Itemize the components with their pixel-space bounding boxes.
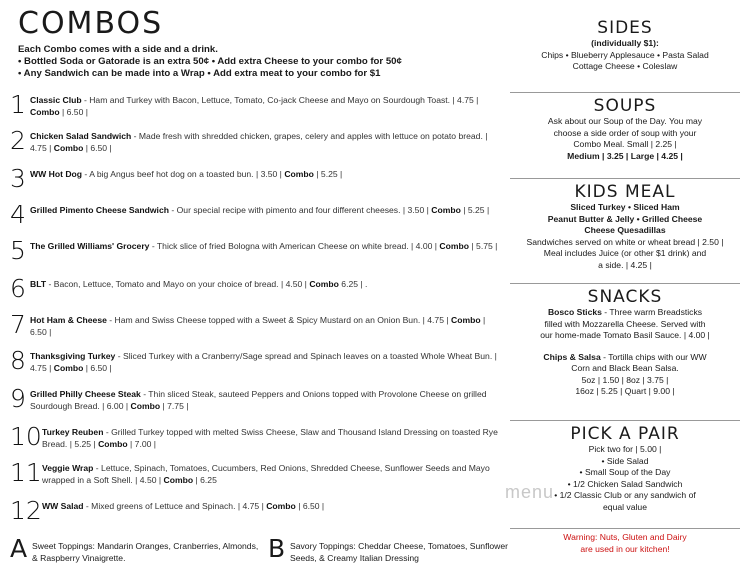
combo-item [10,274,500,312]
combo-desc: - Lettuce, Spinach, Tomatoes, Cucumbers, Red Onions, Shredded Cheese, Sunflower Seeds and Mayo wrapped in a Soft Shell. | 4.50 | [42,463,490,485]
snacks-section [505,287,745,398]
combo-price: | 6.50 | [83,363,112,373]
combo-item [10,310,500,348]
combo-item [10,422,500,460]
combo-desc: - Thin sliced Steak, sauteed Peppers and Onions topped with Provolone Cheese on grilled Sourdough Bread. | 6.00 | [30,389,487,411]
combo-label: Combo [53,143,84,153]
combo-desc: - Our special recipe with pimento and four different cheeses. | 3.50 | [168,205,432,215]
combo-item [10,346,500,384]
sides-section [505,18,745,73]
combo-name: BLT [30,279,47,289]
combo-text [30,388,500,412]
combo-text [30,350,500,374]
combo-number: 9 [10,384,26,413]
combo-text [30,278,500,290]
bosco-name: Bosco Sticks [547,307,602,317]
intro-line: Each Combo comes with a side and a drink. [18,44,218,55]
kids-bold-line: Peanut Butter & Jelly • Grilled Cheese [547,213,703,224]
sides-line: Cottage Cheese • Coleslaw [572,61,678,71]
combo-label: Combo [439,241,470,251]
combo-number: 2 [10,126,26,155]
combo-item [10,90,500,128]
divider [510,178,740,179]
combo-price: | 5.25 | [313,169,343,179]
combo-number: 10 [10,422,42,451]
combo-name: Classic Club [30,95,82,105]
topping-letter: A [10,534,28,563]
kids-line: Sandwiches served on white or wheat bread | 2.50 | [526,236,724,247]
combo-label: Combo [451,315,481,325]
warning-line: Warning: Nuts, Gluten and Dairy [563,532,687,542]
watermark: menu [505,482,555,502]
pair-line: • Small Soup of the Day [579,467,671,477]
chips-line [505,352,745,364]
warning-line: are used in our kitchen! [580,543,670,554]
combo-price: | 6.50 | [295,501,325,511]
sides-title: SIDES [597,18,653,38]
pair-line: • 1/2 Classic Club or any sandwich of [554,490,696,500]
bosco-desc: - Three warm Breadsticks [601,307,703,317]
combo-number: 3 [10,164,26,193]
combo-desc: - Grilled Turkey topped with melted Swiss Cheese, Slaw and Thousand Island Dressing on toasted Rye Bread. | 5.25 | [42,427,498,449]
combo-name: Thanksgiving Turkey [30,351,116,361]
combo-desc: - Made fresh with shredded chicken, grapes, celery and apples with lettuce on potato bread. | 4.75 | [30,131,488,153]
pair-line: • Side Salad [601,455,649,466]
divider [510,420,740,421]
combo-number: 11 [10,458,42,487]
combo-number: 8 [10,346,26,375]
combo-text [30,130,500,154]
bosco-line [505,307,745,319]
combo-price: | 6.50 | [83,143,112,153]
combo-name: Veggie Wrap [42,463,94,473]
combo-desc: - A big Angus beef hot dog on a toasted bun. | 3.50 | [82,169,285,179]
combo-desc: - Thick slice of fried Bologna with American Cheese on white bread. | 4.00 | [149,241,440,251]
combo-number: 12 [10,496,42,525]
divider [510,92,740,93]
combo-label: Combo [284,169,314,179]
combo-price: | 5.25 | [460,205,490,215]
combo-number: 1 [10,90,26,119]
combo-desc: - Mixed greens of Lettuce and Spinach. | 4.75 | [83,501,267,511]
combo-number: 7 [10,310,26,339]
combo-label: Combo [431,205,461,215]
chips-name: Chips & Salsa [543,351,601,362]
combo-item [10,164,500,202]
combo-name: Grilled Pimento Cheese Sandwich [30,205,169,215]
combo-label: Combo [309,279,339,289]
combo-text [30,168,500,180]
pair-line: Pick two for | 5.00 | [588,444,662,454]
combo-price: | 7.75 | [160,401,189,411]
combo-name: WW Salad [42,501,84,511]
combo-text [42,426,512,450]
kids-section [505,182,745,271]
intro-line: • Bottled Soda or Gatorade is an extra 50¢ • Add extra Cheese to your combo for 50¢ [18,56,402,67]
combo-price: | 6.50 | [30,315,486,337]
combo-desc: - Ham and Swiss Cheese topped with a Sweet & Spicy Mustard on an Onion Bun. | 4.75 | [106,315,451,325]
intro-line: • Any Sandwich can be made into a Wrap • Add extra meat to your combo for $1 [18,68,381,79]
combo-item [10,458,500,496]
soups-title: SOUPS [593,96,657,116]
soups-line: Combo Meal. Small | 2.25 | [573,139,677,149]
soups-line: choose a side order of soup with your [553,127,697,138]
combo-item [10,384,500,422]
combo-number: 5 [10,236,26,265]
bosco-line: filled with Mozzarella Cheese. Served with [544,318,706,329]
combo-item [10,236,500,274]
combo-label: Combo [266,501,296,511]
topping-text: Savory Toppings: Cheddar Cheese, Tomatoes, Sunflower Seeds, & Creamy Italian Dressing [290,541,508,563]
combo-text [30,204,500,216]
combo-label: Combo [30,107,60,117]
combo-label: Combo [98,439,128,449]
soups-line: Ask about our Soup of the Day. You may [547,116,703,126]
chips-line: 16oz | 5.25 | Quart | 9.00 | [575,386,675,396]
chips-line: 5oz | 1.50 | 8oz | 3.75 | [581,374,669,385]
combo-label: Combo [130,401,161,411]
soups-section [505,96,745,162]
kids-bold-line: Sliced Turkey • Sliced Ham [570,202,680,212]
soups-line: Medium | 3.25 | Large | 4.25 | [567,150,683,161]
topping-letter: B [268,534,286,563]
sides-subtitle: (individually $1): [591,38,659,48]
sides-line: Chips • Blueberry Applesauce • Pasta Salad [541,49,709,60]
chips-line: Corn and Black Bean Salsa. [571,363,679,373]
kids-title: KIDS MEAL [574,182,676,202]
combo-item [10,496,500,534]
snacks-title: SNACKS [587,287,663,307]
divider [510,283,740,284]
combo-label: Combo [53,363,84,373]
bosco-line: our home-made Tomato Basil Sauce. | 4.00 | [540,330,710,340]
combo-name: Chicken Salad Sandwich [30,131,132,141]
combo-text [30,240,500,252]
combos-intro [18,44,498,80]
allergy-warning [505,532,745,555]
combo-desc: - Sliced Turkey with a Cranberry/Sage spread and Spinach leaves on a toasted Whole Wheat Bun. | 4.75 | [30,351,497,373]
combo-price: 6.25 | . [338,279,368,289]
topping-text: Sweet Toppings: Mandarin Oranges, Cranberries, Almonds, & Raspberry Vinaigrette. [32,541,259,563]
combos-title: COMBOS [18,6,164,41]
combo-name: Hot Ham & Cheese [30,315,107,325]
combo-item [10,200,500,238]
combo-price: | 7.00 | [127,439,157,449]
pair-line: • 1/2 Chicken Salad Sandwich [567,478,683,489]
kids-line: Meal includes Juice (or other $1 drink) and [543,248,707,258]
combo-number: 6 [10,274,26,303]
divider [510,528,740,529]
combo-desc: - Bacon, Lettuce, Tomato and Mayo on your choice of bread. | 4.50 | [46,279,310,289]
combo-name: The Grilled Williams' Grocery [30,241,150,251]
combo-text [42,500,512,512]
kids-bold-line: Cheese Quesadillas [584,225,666,235]
combo-price: | 5.75 | [469,241,498,251]
chips-desc: - Tortilla chips with our WW [600,351,707,362]
combo-price: | 6.25 [193,475,217,485]
kids-line: a side. | 4.25 | [598,259,652,270]
combo-number: 4 [10,200,26,229]
combo-text [42,462,512,486]
combo-text [30,314,500,338]
combo-text [30,94,500,118]
combo-item [10,126,500,164]
toppings [10,534,510,572]
combo-price: | 6.50 | [59,107,88,117]
combo-desc: - Ham and Turkey with Bacon, Lettuce, Tomato, Co-jack Cheese and Mayo on Sourdough Toast. | 4.75 | [81,95,479,105]
pair-line: equal value [603,501,647,512]
combo-name: Grilled Philly Cheese Steak [30,389,141,399]
combo-name: Turkey Reuben [42,427,104,437]
combo-label: Combo [163,475,194,485]
pair-title: PICK A PAIR [570,424,680,444]
combo-name: WW Hot Dog [30,169,83,179]
